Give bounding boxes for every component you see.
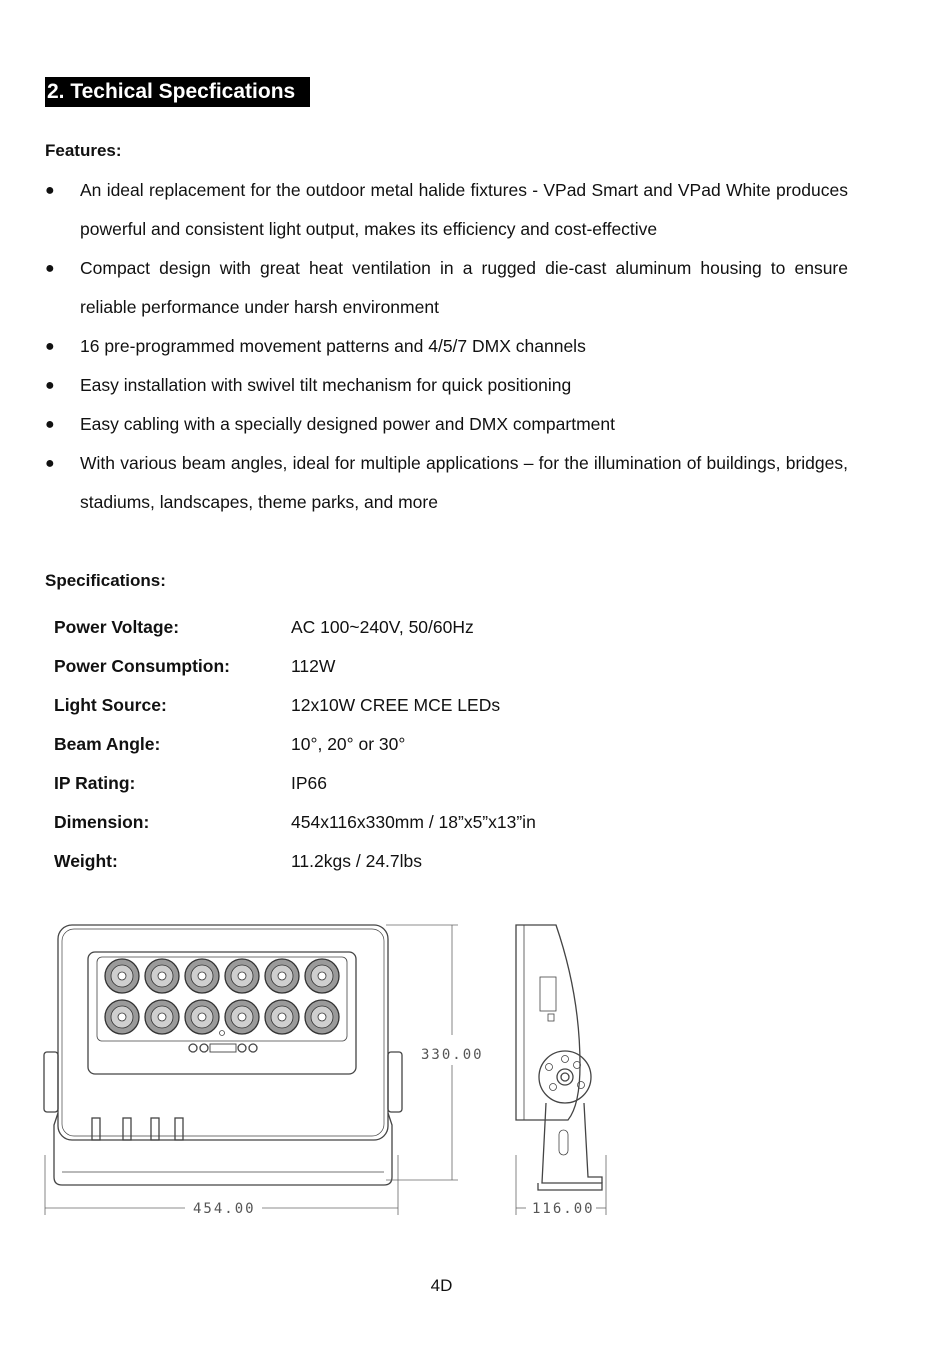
led-core-icon — [238, 1013, 246, 1021]
spec-value: 10°, 20° or 30° — [291, 734, 406, 754]
width-dimension-label: 454.00 — [193, 1201, 256, 1217]
spec-value: 454x116x330mm / 18”x5”x13”in — [291, 812, 536, 832]
list-item: ● With various beam angles, ideal for multiple applications – for the illumination of buildings, bridges, stadiums, landscapes, theme parks, and more — [45, 444, 848, 522]
spec-value: 112W — [291, 656, 336, 676]
table-row — [54, 725, 536, 764]
side-view — [516, 925, 602, 1190]
spec-value: AC 100~240V, 50/60Hz — [291, 617, 474, 637]
spec-label: Weight: — [54, 851, 118, 871]
spec-value: 11.2kgs / 24.7lbs — [291, 851, 423, 871]
list-item: ● 16 pre-programmed movement patterns and 4/5/7 DMX channels — [45, 327, 848, 366]
spec-value: IP66 — [291, 773, 327, 793]
bullet-icon: ● — [45, 260, 55, 277]
spec-label: Power Voltage: — [54, 617, 180, 637]
led-core-icon — [278, 1013, 286, 1021]
front-view — [44, 925, 402, 1185]
list-item: ● An ideal replacement for the outdoor metal halide fixtures - VPad Smart and VPad White produces powerful and consistent light output, makes its efficiency and cost-effective — [45, 171, 848, 249]
features-list — [45, 171, 848, 522]
fixture-dimension-drawing — [40, 915, 620, 1225]
list-item: ● Easy cabling with a specially designed power and DMX compartment — [45, 405, 848, 444]
led-core-icon — [318, 1013, 326, 1021]
table-row — [54, 647, 536, 686]
spec-label: Dimension: — [54, 812, 150, 832]
list-item: ● Easy installation with swivel tilt mechanism for quick positioning — [45, 366, 848, 405]
led-core-icon — [278, 972, 286, 980]
section-title: 2. Techical Specfications — [45, 77, 310, 107]
bullet-icon: ● — [45, 377, 55, 394]
specifications-heading: Specifications: — [45, 571, 166, 590]
list-item: ● Compact design with great heat ventilation in a rugged die-cast aluminum housing to ensure reliable performance under harsh environment — [45, 249, 848, 327]
led-core-icon — [118, 1013, 126, 1021]
table-row — [54, 803, 536, 842]
spec-value: 12x10W CREE MCE LEDs — [291, 695, 501, 715]
led-core-icon — [238, 972, 246, 980]
led-core-icon — [118, 972, 126, 980]
table-row — [54, 686, 536, 725]
led-core-icon — [318, 972, 326, 980]
spec-label: Light Source: — [54, 695, 167, 715]
led-core-icon — [198, 972, 206, 980]
specifications-table — [54, 608, 536, 881]
led-core-icon — [198, 1013, 206, 1021]
led-core-icon — [158, 1013, 166, 1021]
height-dimension-label: 330.00 — [421, 1047, 484, 1063]
bullet-icon: ● — [45, 416, 55, 433]
bullet-icon: ● — [45, 338, 55, 355]
page-number: 4D — [430, 1276, 453, 1295]
features-heading: Features: — [45, 141, 122, 160]
spec-label: IP Rating: — [54, 773, 136, 793]
bullet-icon: ● — [45, 455, 55, 472]
bullet-icon: ● — [45, 182, 55, 199]
table-row — [54, 842, 536, 881]
table-row — [54, 764, 536, 803]
table-row — [54, 608, 536, 647]
spec-label: Power Consumption: — [54, 656, 230, 676]
led-core-icon — [158, 972, 166, 980]
led-array — [105, 959, 339, 1034]
depth-dimension-label: 116.00 — [532, 1201, 595, 1217]
spec-label: Beam Angle: — [54, 734, 161, 754]
